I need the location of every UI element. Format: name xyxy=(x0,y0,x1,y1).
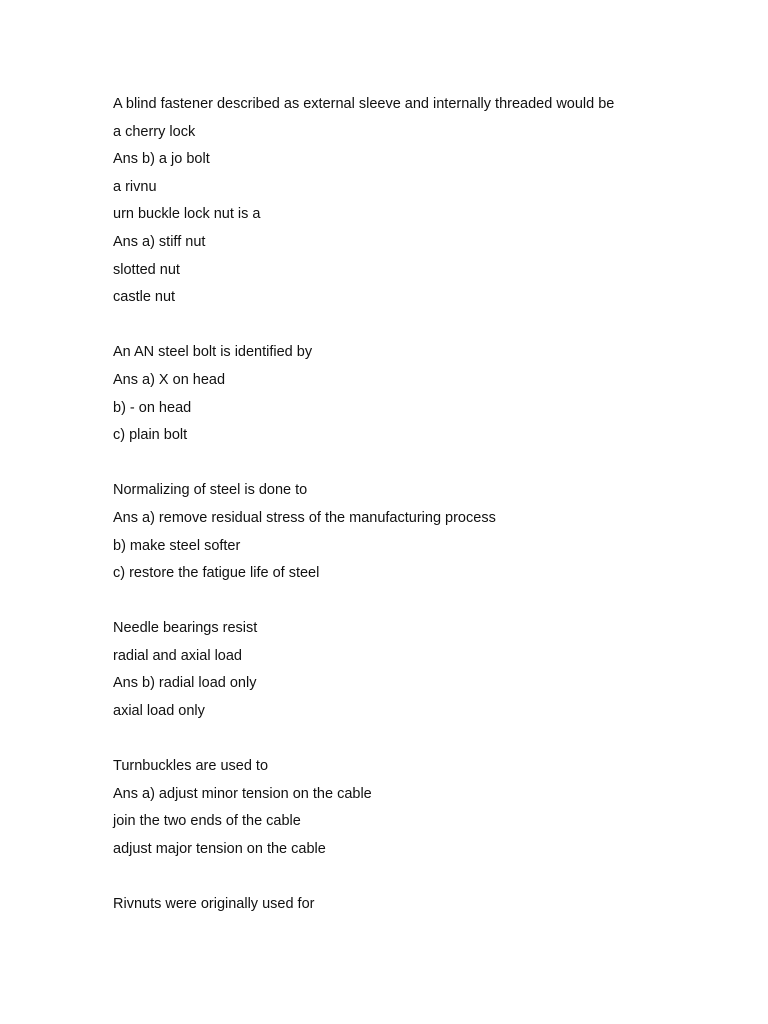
answer-correct: Ans b) a jo bolt xyxy=(113,151,210,168)
answer-option: slotted nut xyxy=(113,261,180,278)
answer-option: c) restore the fatigue life of steel xyxy=(113,565,320,582)
document-page xyxy=(113,91,753,919)
paragraph-spacer xyxy=(113,312,753,340)
paragraph-spacer xyxy=(113,864,753,892)
answer-option: b) make steel softer xyxy=(113,537,241,554)
answer-option: b) - on head xyxy=(113,399,192,416)
question-line: Needle bearings resist xyxy=(113,620,258,637)
answer-option: axial load only xyxy=(113,703,205,720)
answer-correct: Ans a) stiff nut xyxy=(113,233,206,250)
paragraph-spacer xyxy=(113,726,753,754)
question-line: Normalizing of steel is done to xyxy=(113,482,308,499)
answer-option: castle nut xyxy=(113,289,176,306)
answer-option: c) plain bolt xyxy=(113,427,188,444)
answer-correct: Ans a) adjust minor tension on the cable xyxy=(113,785,372,802)
question-line: An AN steel bolt is identified by xyxy=(113,344,313,361)
answer-correct: Ans b) radial load only xyxy=(113,675,257,692)
answer-correct: Ans a) X on head xyxy=(113,371,226,388)
answer-option: adjust major tension on the cable xyxy=(113,841,326,858)
question-line: A blind fastener described as external sleeve and internally threaded would be xyxy=(113,96,615,112)
question-line: Rivnuts were originally used for xyxy=(113,896,315,913)
answer-option: join the two ends of the cable xyxy=(113,813,301,830)
answer-option: a cherry lock xyxy=(113,123,196,140)
paragraph-spacer xyxy=(113,588,753,616)
answer-correct: Ans a) remove residual stress of the manufacturing process xyxy=(113,509,496,526)
question-line: urn buckle lock nut is a xyxy=(113,206,261,223)
answer-option: a rivnu xyxy=(113,178,157,195)
answer-option: radial and axial load xyxy=(113,647,242,664)
question-line: Turnbuckles are used to xyxy=(113,758,269,775)
paragraph-spacer xyxy=(113,450,753,478)
